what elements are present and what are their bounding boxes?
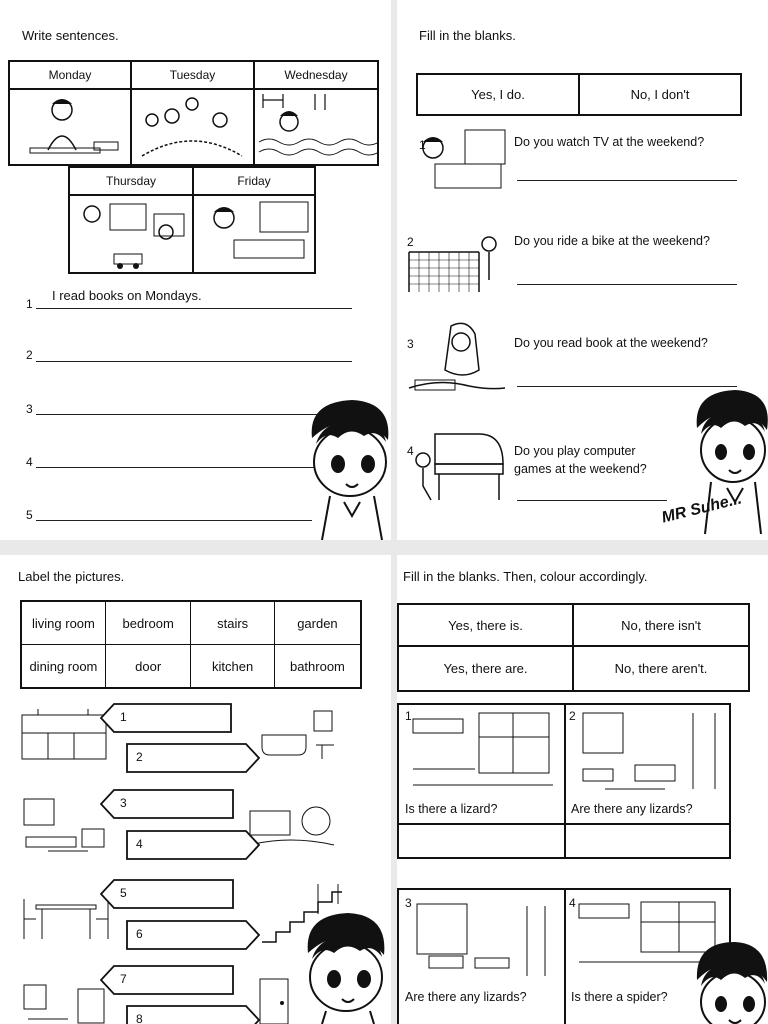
answer-line[interactable] bbox=[36, 414, 326, 415]
kitchen-picture bbox=[409, 709, 559, 799]
label-box-2[interactable] bbox=[126, 743, 260, 773]
label-box-4[interactable] bbox=[126, 830, 260, 860]
instruction-fill-blanks: Fill in the blanks. bbox=[419, 28, 516, 43]
boy-reading-illustration bbox=[10, 90, 130, 164]
label-box-6[interactable] bbox=[126, 920, 260, 950]
label-number: 7 bbox=[120, 972, 127, 986]
question-number: 1 bbox=[405, 709, 412, 723]
door-picture bbox=[256, 975, 296, 1024]
word-bank-table bbox=[20, 600, 362, 689]
question-grid-top bbox=[397, 703, 731, 859]
option-yes-there-are: Yes, there are. bbox=[399, 647, 574, 690]
label-number: 3 bbox=[120, 796, 127, 810]
label-number: 1 bbox=[120, 710, 127, 724]
word-kitchen: kitchen bbox=[191, 645, 274, 689]
label-box-1[interactable] bbox=[100, 703, 232, 733]
kitchen-picture bbox=[18, 705, 110, 767]
children-playing-illustration bbox=[132, 90, 253, 164]
word-dining-room: dining room bbox=[21, 645, 105, 689]
monday-picture bbox=[8, 88, 132, 166]
mascot-boy-illustration bbox=[300, 398, 391, 540]
word-garden: garden bbox=[274, 601, 361, 645]
option-no-there-isnt: No, there isn't bbox=[574, 605, 748, 647]
answer-line[interactable] bbox=[36, 520, 312, 521]
option-yes-there-is: Yes, there is. bbox=[399, 605, 574, 647]
answer-options-box bbox=[397, 603, 750, 692]
sentence-answer: I read books on Mondays. bbox=[52, 288, 202, 303]
question-text: Do you watch TV at the weekend? bbox=[514, 135, 705, 149]
mascot-boy-illustration bbox=[296, 911, 391, 1024]
answer-line[interactable] bbox=[517, 386, 737, 387]
living-room-picture bbox=[575, 709, 725, 799]
label-number: 4 bbox=[136, 837, 143, 851]
watching-tv-illustration bbox=[194, 196, 314, 272]
wednesday-picture bbox=[253, 88, 379, 166]
answer-line[interactable] bbox=[36, 361, 352, 362]
question-text: Do you ride a bike at the weekend? bbox=[514, 234, 710, 248]
question-text: Do you play computer games at the weekend? bbox=[514, 444, 647, 476]
question-number: 4 bbox=[407, 444, 414, 458]
living-room-picture bbox=[18, 793, 110, 857]
worksheet-write-sentences bbox=[0, 0, 391, 540]
word-bedroom: bedroom bbox=[105, 601, 191, 645]
sentence-number: 5 bbox=[26, 508, 33, 522]
day-header-wednesday: Wednesday bbox=[253, 60, 379, 90]
question-number: 2 bbox=[569, 709, 576, 723]
question-text: Are there any lizards? bbox=[571, 802, 693, 816]
answer-options-box bbox=[416, 73, 742, 116]
question-number: 1 bbox=[419, 138, 426, 152]
question-text: Are there any lizards? bbox=[405, 990, 527, 1004]
question-number: 3 bbox=[407, 337, 414, 351]
worksheet-label-pictures bbox=[0, 555, 391, 1024]
question-grid-bottom bbox=[397, 888, 731, 1024]
badminton-illustration bbox=[405, 230, 509, 300]
word-stairs: stairs bbox=[191, 601, 274, 645]
instruction-fill-colour: Fill in the blanks. Then, colour accordingly. bbox=[403, 569, 648, 584]
boy-swimming-illustration bbox=[255, 90, 377, 164]
living-room-picture bbox=[409, 896, 559, 986]
answer-line[interactable] bbox=[36, 467, 316, 468]
question-text: Do you read book at the weekend? bbox=[514, 336, 708, 350]
sentence-number: 3 bbox=[26, 402, 33, 416]
answer-line[interactable] bbox=[36, 308, 352, 309]
sentence-number: 1 bbox=[26, 297, 33, 311]
label-number: 2 bbox=[136, 750, 143, 764]
answer-line[interactable] bbox=[517, 180, 737, 181]
watching-tv-illustration bbox=[405, 128, 509, 198]
sentence-number: 2 bbox=[26, 348, 33, 362]
label-number: 8 bbox=[136, 1012, 143, 1024]
label-number: 5 bbox=[120, 886, 127, 900]
label-number: 6 bbox=[136, 927, 143, 941]
panel-divider-horizontal bbox=[0, 540, 768, 555]
sentence-number: 4 bbox=[26, 455, 33, 469]
day-header-friday: Friday bbox=[192, 166, 316, 196]
label-box-7[interactable] bbox=[100, 965, 234, 995]
option-no-there-arent: No, there aren't. bbox=[614, 661, 708, 676]
thursday-picture bbox=[68, 194, 194, 274]
answer-line[interactable] bbox=[517, 500, 667, 501]
mascot-boy-illustration bbox=[689, 940, 768, 1024]
option-yes-i-do: Yes, I do. bbox=[418, 75, 580, 114]
day-header-monday: Monday bbox=[8, 60, 132, 90]
day-header-thursday: Thursday bbox=[68, 166, 194, 196]
label-box-5[interactable] bbox=[100, 879, 234, 909]
day-header-tuesday: Tuesday bbox=[130, 60, 255, 90]
answer-line[interactable] bbox=[517, 284, 737, 285]
word-bathroom: bathroom bbox=[274, 645, 361, 689]
word-living-room: living room bbox=[21, 601, 105, 645]
piano-illustration bbox=[405, 430, 509, 506]
girl-reading-illustration bbox=[405, 318, 509, 400]
instruction-write-sentences: Write sentences. bbox=[22, 28, 119, 43]
signature: MR Suhe... bbox=[660, 490, 744, 527]
children-toys-illustration bbox=[70, 196, 192, 272]
question-text: Is there a lizard? bbox=[405, 802, 498, 816]
question-number: 2 bbox=[407, 235, 414, 249]
worksheet-there-is-there-are bbox=[397, 555, 768, 1024]
question-text: Is there a spider? bbox=[571, 990, 668, 1004]
word-door: door bbox=[105, 645, 191, 689]
bathroom-picture bbox=[256, 705, 338, 767]
label-box-8[interactable] bbox=[126, 1005, 260, 1024]
worksheet-fill-blanks-weekend bbox=[397, 0, 768, 540]
question-number: 4 bbox=[569, 896, 576, 910]
tuesday-picture bbox=[130, 88, 255, 166]
friday-picture bbox=[192, 194, 316, 274]
option-no-i-dont: No, I don't bbox=[630, 87, 690, 102]
question-number: 3 bbox=[405, 896, 412, 910]
instruction-label-pictures: Label the pictures. bbox=[18, 569, 125, 584]
label-box-3[interactable] bbox=[100, 789, 234, 819]
